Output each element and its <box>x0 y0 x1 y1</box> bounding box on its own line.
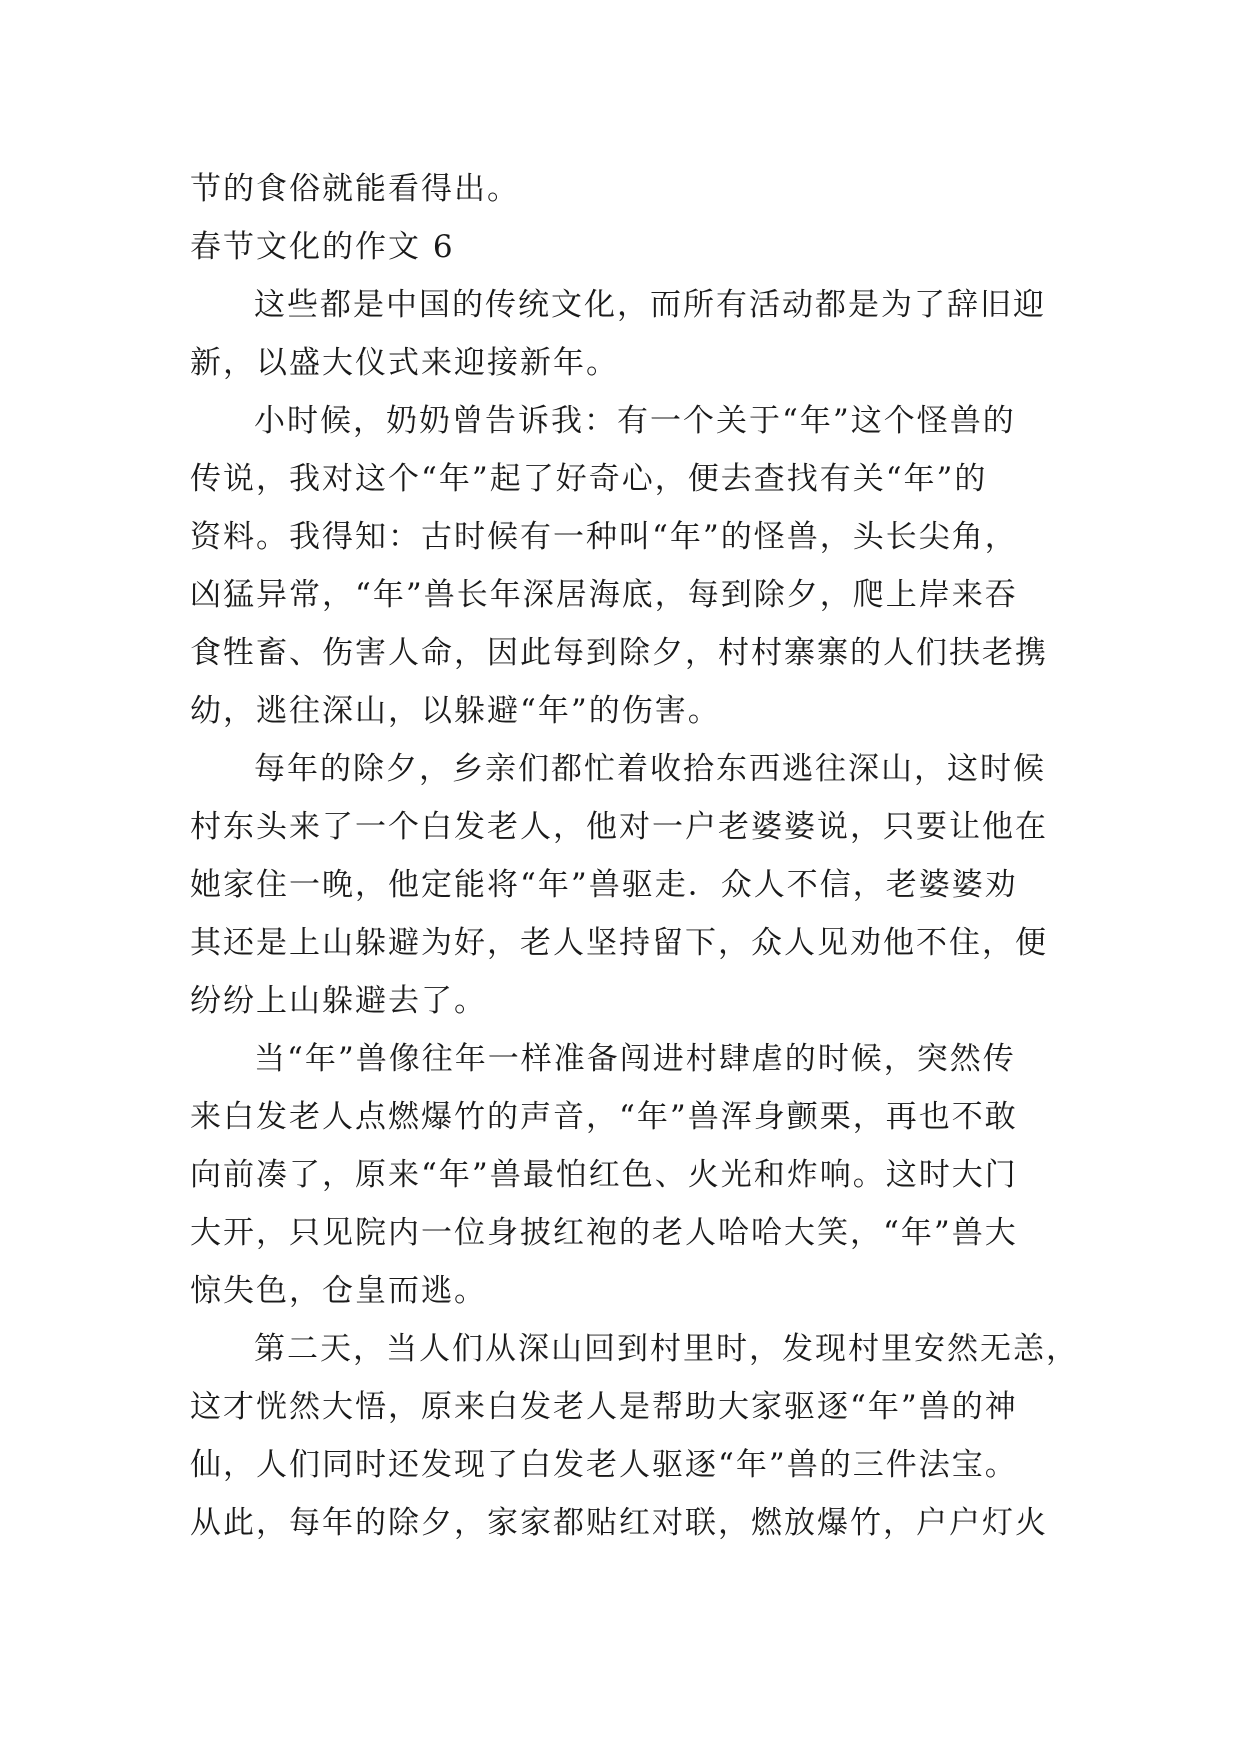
text-line: 这才恍然大悟，原来白发老人是帮助大家驱逐“年”兽的神 <box>190 1389 1018 1425</box>
text-line: 资料。我得知：古时候有一种叫“年”的怪兽，头长尖角， <box>190 519 1018 555</box>
text-line: 村东头来了一个白发老人，他对一户老婆婆说，只要让他在 <box>190 809 1048 845</box>
text-line: 从此，每年的除夕，家家都贴红对联，燃放爆竹，户户灯火 <box>190 1505 1048 1541</box>
text-line: 第二天，当人们从深山回到村里时，发现村里安然无恙， <box>254 1331 1079 1367</box>
text-line: 每年的除夕，乡亲们都忙着收拾东西逃往深山，这时候 <box>254 751 1046 787</box>
text-line: 凶猛异常，“年”兽长年深居海底，每到除夕，爬上岸来吞 <box>190 577 1018 613</box>
text-line: 纷纷上山躲避去了。 <box>190 983 487 1019</box>
document-page <box>190 160 1079 1552</box>
text-line: 来白发老人点燃爆竹的声音，“年”兽浑身颤栗，再也不敢 <box>190 1099 1018 1135</box>
text-line: 其还是上山躲避为好，老人坚持留下，众人见劝他不住，便 <box>190 925 1048 961</box>
section-heading: 春节文化的作文 6 <box>190 229 455 265</box>
text-line: 惊失色，仓皇而逃。 <box>190 1273 487 1309</box>
text-line: 大开，只见院内一位身披红袍的老人哈哈大笑，“年”兽大 <box>190 1215 1018 1251</box>
text-line: 食牲畜、伤害人命，因此每到除夕，村村寨寨的人们扶老携 <box>190 635 1048 671</box>
text-line: 传说，我对这个“年”起了好奇心，便去查找有关“年”的 <box>190 461 988 497</box>
text-line: 向前凑了，原来“年”兽最怕红色、火光和炸响。这时大门 <box>190 1157 1018 1193</box>
text-line: 这些都是中国的传统文化，而所有活动都是为了辞旧迎 <box>254 287 1046 323</box>
text-line: 幼，逃往深山，以躲避“年”的伤害。 <box>190 693 721 729</box>
text-line: 她家住一晚，他定能将“年”兽驱走．众人不信，老婆婆劝 <box>190 867 1018 903</box>
text-line: 仙，人们同时还发现了白发老人驱逐“年”兽的三件法宝。 <box>190 1447 1018 1483</box>
text-line: 节的食俗就能看得出。 <box>190 171 520 207</box>
text-line: 当“年”兽像往年一样准备闯进村肆虐的时候，突然传 <box>254 1041 1016 1077</box>
text-line: 新，以盛大仪式来迎接新年。 <box>190 345 619 381</box>
text-line: 小时候，奶奶曾告诉我：有一个关于“年”这个怪兽的 <box>254 403 1016 439</box>
